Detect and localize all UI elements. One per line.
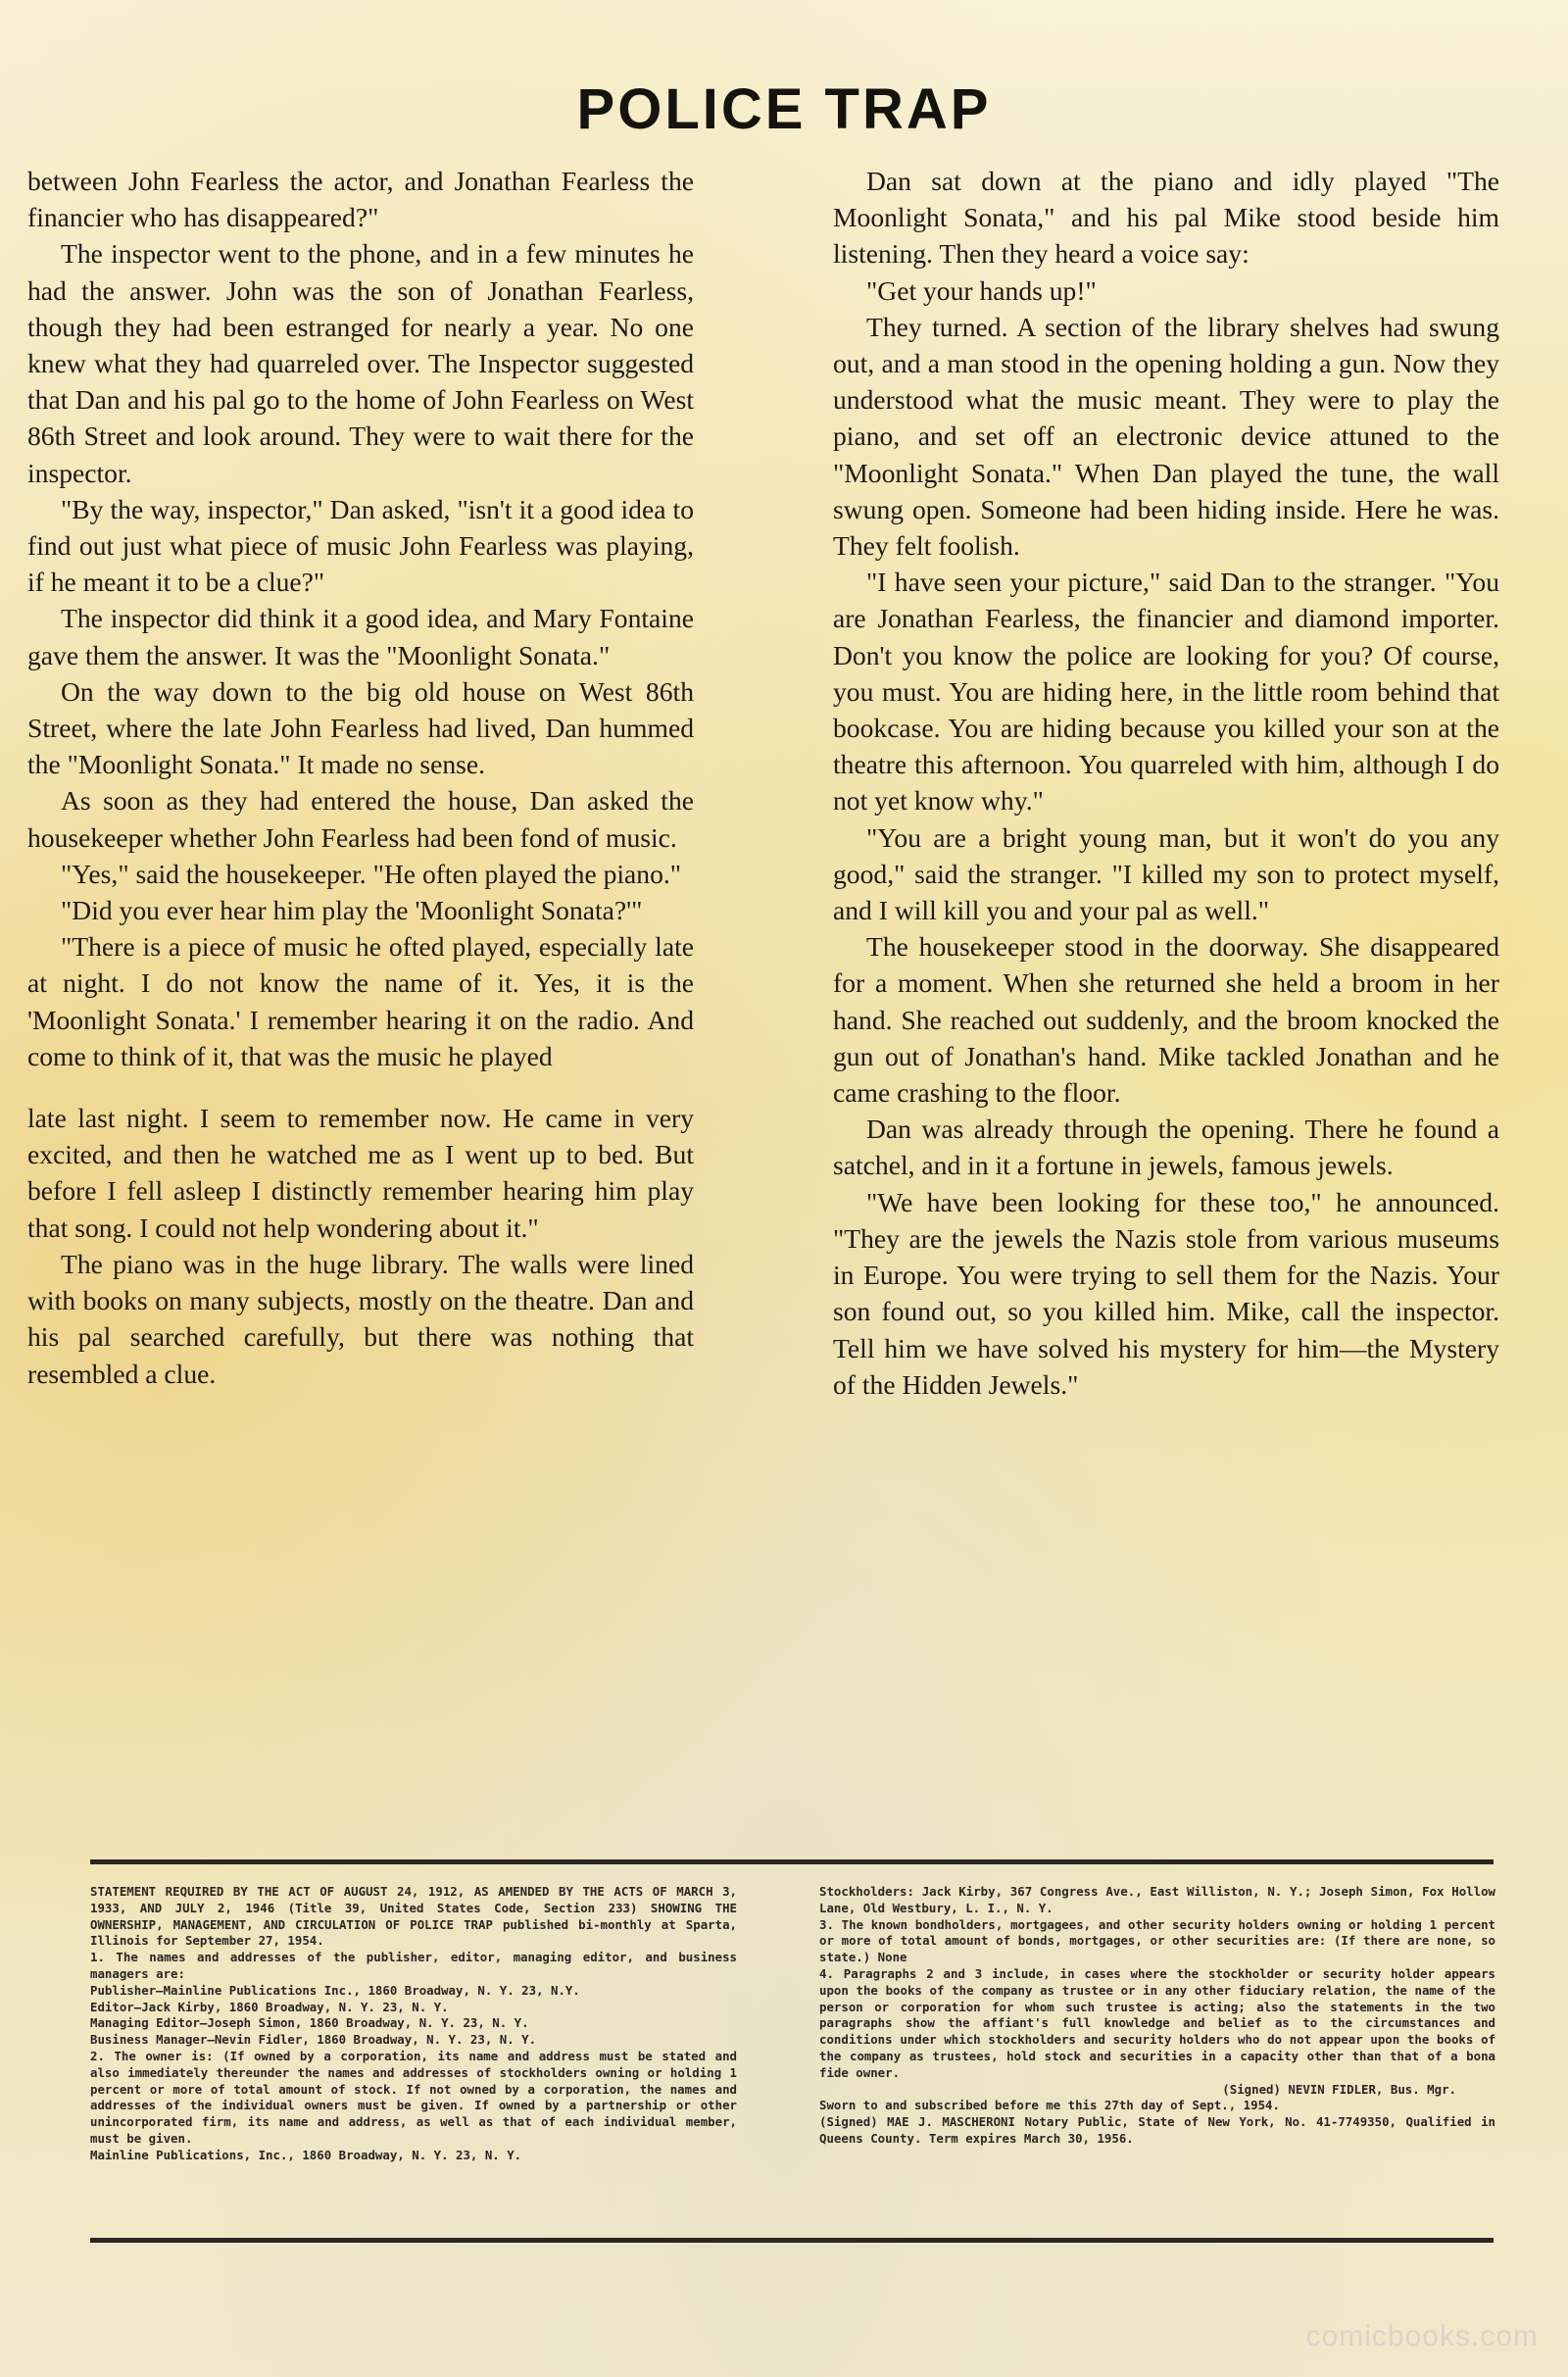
- page-title: POLICE TRAP: [576, 77, 992, 141]
- ownership-statement-right: [819, 1884, 1495, 2148]
- story-paragraph: "I have seen your picture," said Dan to the stranger. "You are Jonathan Fearless, the financier and diamond importer. Don't you know the police are looking for you? Of course, you must. You are hiding here, in the little room behind that bookcase. You are hiding because you killed your son at the theatre this afternoon. You quarreled with him, although I do not yet know why.": [833, 567, 1499, 817]
- statement-paragraph: Mainline Publications, Inc., 1860 Broadway, N. Y. 23, N. Y.: [90, 2147, 522, 2162]
- story-paragraph: They turned. A section of the library shelves had swung out, and a man stood in the opening holding a gun. Now they understood what the music meant. They were to play the piano, and set off an electronic device attuned to the "Moonlight Sonata." When Dan played the tune, the wall swung open. Someone had been hiding inside. Here he was. They felt foolish.: [833, 311, 1499, 562]
- story-paragraph: The piano was in the huge library. The walls were lined with books on many subjects, mostly on the theatre. Dan and his pal searched carefully, but there was nothing that resembled a clue.: [27, 1248, 694, 1389]
- statement-paragraph: 2. The owner is: (If owned by a corporation, its name and address must be stated and also immediately thereunder the names and addresses of stockholders owning or holding 1 percent or more of total amount of stock. If not owned by a corporation, the names and addresses of the individual owners must be given. If owned by a partnership or other unincorporated firm, its name and address, as well as that of each individual member, must be given.: [90, 2048, 737, 2146]
- statement-paragraph: 3. The known bondholders, mortgagees, and other security holders owning or holding 1 percent or more of total amount of bonds, mortgages, or other securities are: (If there are none, so state.) None: [819, 1916, 1495, 1965]
- statement-paragraph: Sworn to and subscribed before me this 27th day of Sept., 1954.: [819, 2098, 1280, 2113]
- story-paragraph: "We have been looking for these too," he announced. "They are the jewels the Nazis stole from various museums in Europe. You were trying to sell them for the Nazis. Your son found out, so you killed him. Mike, call the inspector. Tell him we have solved his mystery for him—the Mystery of the Hidden Jewels.": [833, 1186, 1499, 1400]
- statement-paragraph: STATEMENT REQUIRED BY THE ACT OF AUGUST 24, 1912, AS AMENDED BY THE ACTS OF MARCH 3, 1933, AND JULY 2, 1946 (Title 39, United States Code, Section 233) SHOWING THE OWNERSHIP, MANAGEMENT, AND CIRCULATION OF POLICE TRAP published bi-monthly at Sparta, Illinois for September 27, 1954.: [90, 1884, 737, 1949]
- site-watermark: comicbooks.com: [1305, 2320, 1539, 2352]
- statement-paragraph: Editor—Jack Kirby, 1860 Broadway, N. Y. 23, N. Y.: [90, 1999, 449, 2014]
- signature-line: (Signed) NEVIN FIDLER, Bus. Mgr.: [1222, 2081, 1456, 2097]
- story-paragraph: "Yes," said the housekeeper. "He often played the piano.": [61, 858, 682, 889]
- divider-rule-top: [90, 1859, 1494, 1864]
- ownership-statement-left: [90, 1884, 737, 2164]
- story-paragraph: "By the way, inspector," Dan asked, "isn't it a good idea to find out just what piece of music John Fearless was playing, if he meant it to be a clue?": [27, 493, 694, 598]
- story-paragraph: The inspector went to the phone, and in a few minutes he had the answer. John was the son of Jonathan Fearless, though they had been estranged for nearly a year. No one knew what they had quarreled over. The Inspector suggested that Dan and his pal go to the home of John Fearless on West 86th Street and look around. They were to wait there for the inspector.: [27, 238, 694, 488]
- story-paragraph: Dan sat down at the piano and idly played "The Moonlight Sonata," and his pal Mike stood beside him listening. Then they heard a voice say:: [833, 166, 1499, 270]
- story-paragraph: between John Fearless the actor, and Jonathan Fearless the financier who has disappeared?": [27, 166, 694, 233]
- story-paragraph: late last night. I seem to remember now. He came in very excited, and then he watched me as I went up to bed. But before I fell asleep I distinctly remember hearing him play that song. I could not help wondering about it.": [27, 1103, 694, 1243]
- story-column-left: [27, 163, 694, 1392]
- story-paragraph: "You are a bright young man, but it won't do you any good," said the stranger. "I killed my son to protect myself, and I will kill you and your pal as well.": [833, 821, 1499, 926]
- story-paragraph: As soon as they had entered the house, Dan asked the housekeeper whether John Fearless had been fond of music.: [27, 785, 694, 853]
- statement-paragraph: Business Manager—Nevin Fidler, 1860 Broadway, N. Y. 23, N. Y.: [90, 2032, 537, 2048]
- statement-paragraph: 4. Paragraphs 2 and 3 include, in cases where the stockholder or security holder appears upon the books of the company as trustee or in any other fiduciary relation, the name of the person or corporation for whom such trustee is acting; also the statements in the two paragraphs show the affiant's full knowledge and belief as to the circumstances and conditions under which stockholders and security holders who do not appear upon the books of the company as trustees, hold stock and securities in a capacity other than that of a bona fide owner.: [819, 1965, 1495, 2080]
- story-paragraph: The inspector did think it a good idea, and Mary Fontaine gave them the answer. It was the "Moonlight Sonata.": [27, 603, 694, 670]
- story-column-right: [833, 163, 1499, 1403]
- story-paragraph: "There is a piece of music he ofted played, especially late at night. I do not know the name of it. Yes, it is the 'Moonlight Sonata.' I remember hearing it on the radio. And come to think of it, that was the music he played: [27, 931, 694, 1071]
- statement-paragraph: (Signed) MAE J. MASCHERONI Notary Public, State of New York, No. 41-7749350, Qualified in Queens County. Term expires March 30, 1956.: [819, 2114, 1495, 2146]
- story-paragraph: "Did you ever hear him play the 'Moonlight Sonata?'": [61, 895, 643, 926]
- story-paragraph: The housekeeper stood in the doorway. She disappeared for a moment. When she returned she held a broom in her hand. She reached out suddenly, and the broom knocked the gun out of Jonathan's hand. Mike tackled Jonathan and he came crashing to the floor.: [833, 931, 1499, 1109]
- statement-paragraph: Managing Editor—Joseph Simon, 1860 Broadway, N. Y. 23, N. Y.: [90, 2015, 529, 2031]
- story-paragraph: On the way down to the big old house on West 86th Street, where the late John Fearless had lived, Dan hummed the "Moonlight Sonata." It made no sense.: [27, 675, 694, 780]
- divider-rule-bottom: [90, 2238, 1494, 2243]
- story-paragraph: "Get your hands up!": [866, 274, 1097, 306]
- statement-paragraph: Publisher—Mainline Publications Inc., 1860 Broadway, N. Y. 23, N.Y.: [90, 1982, 580, 1998]
- story-paragraph: Dan was already through the opening. There he found a satchel, and in it a fortune in jewels, famous jewels.: [833, 1114, 1499, 1181]
- statement-paragraph: Stockholders: Jack Kirby, 367 Congress Ave., East Williston, N. Y.; Joseph Simon, Fox Hollow Lane, Old Westbury, L. I., N. Y.: [819, 1884, 1495, 1915]
- statement-paragraph: 1. The names and addresses of the publisher, editor, managing editor, and business managers are:: [90, 1950, 737, 1981]
